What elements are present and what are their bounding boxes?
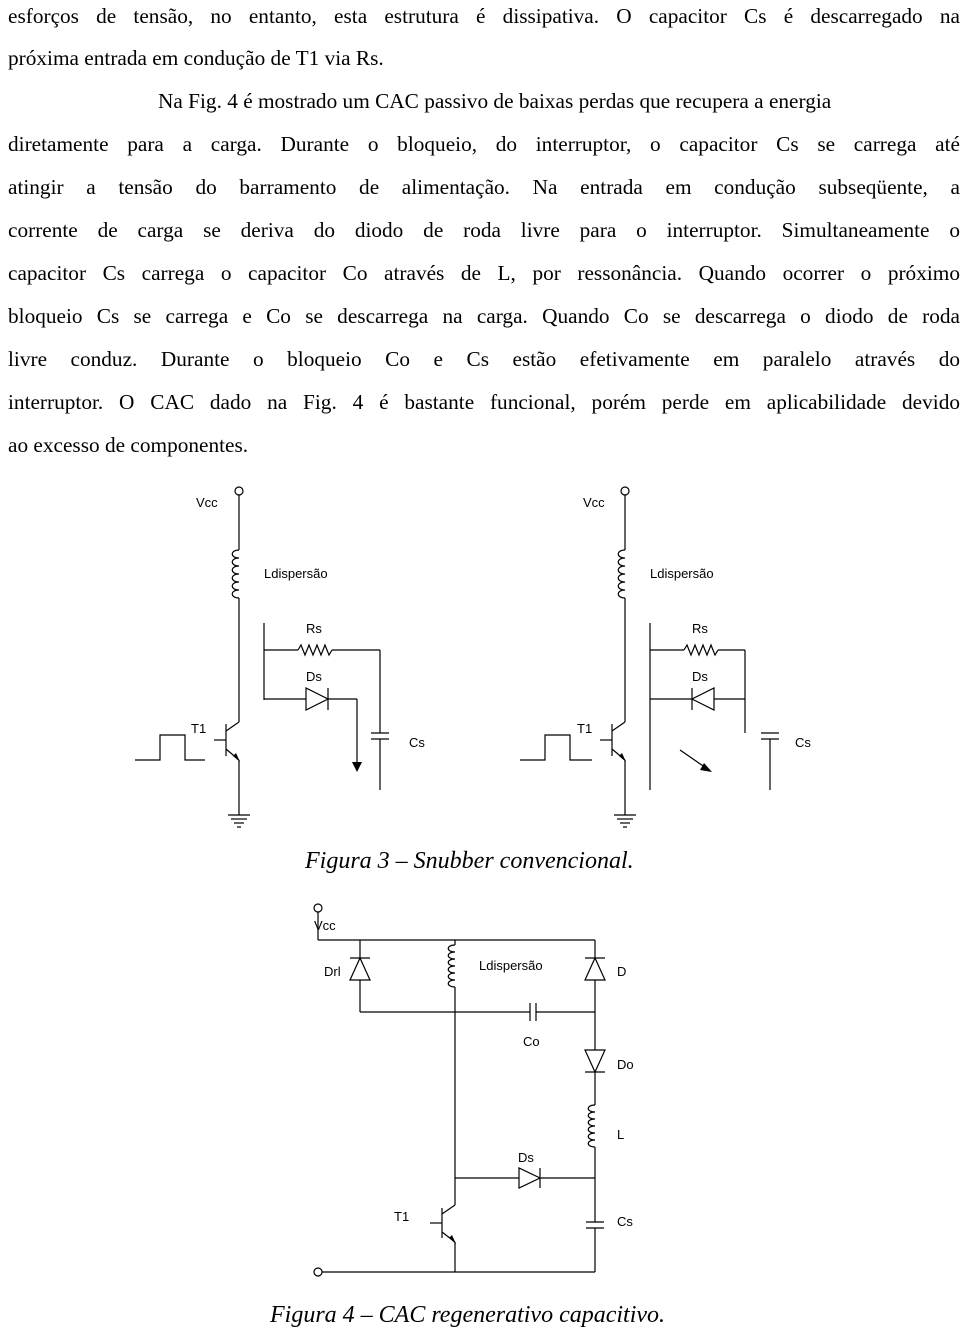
resistor-icon (298, 645, 332, 655)
inductor-label: Ldispersão (650, 566, 714, 581)
do-label: Do (617, 1057, 634, 1072)
ds-label: Ds (518, 1150, 534, 1165)
text-line: capacitor Cs carrega o capacitor Co através de L, por ressonância. Quando ocorrer o próximo (8, 261, 960, 285)
capacitor-label: Cs (409, 735, 425, 750)
ground-terminal (314, 1268, 322, 1276)
inductor-icon (618, 550, 625, 598)
transistor-icon (430, 1205, 456, 1244)
drl-label: Drl (324, 964, 341, 979)
diode-icon (692, 688, 714, 710)
figure-3-left-circuit (135, 487, 425, 827)
resistor-icon (684, 645, 718, 655)
transistor-icon (600, 722, 626, 762)
resistor-label: Rs (692, 621, 708, 636)
figure-3-caption: Figura 3 – Snubber convencional. (305, 848, 634, 874)
inductor-icon (448, 945, 455, 987)
figure-3-right-circuit (520, 487, 811, 827)
vcc-terminal (314, 904, 322, 912)
diode-icon (350, 958, 370, 980)
diode-label: Ds (692, 669, 708, 684)
text-line: bloqueio Cs se carrega e Co se descarrega na carga. Quando Co se descarrega o diodo de roda (8, 304, 960, 328)
capacitor-label: Cs (795, 735, 811, 750)
diode-label: Ds (306, 669, 322, 684)
text-line: interruptor. O CAC dado na Fig. 4 é bastante funcional, porém perde em aplicabilidade devido (8, 390, 960, 414)
inductor-label: Ldispersão (479, 958, 543, 973)
d-label: D (617, 964, 627, 979)
diode-icon (585, 958, 605, 980)
vcc-terminal (235, 487, 243, 495)
transistor-label: T1 (191, 721, 207, 736)
capacitor-icon (371, 733, 389, 739)
vcc-label: Vcc (583, 495, 605, 510)
ground-icon (228, 815, 250, 827)
inductor-icon (232, 550, 239, 598)
capacitor-icon (586, 1222, 604, 1228)
inductor-label: Ldispersão (264, 566, 328, 581)
diode-icon (519, 1168, 540, 1188)
figure-4-caption: Figura 4 – CAC regenerativo capacitivo. (270, 1302, 666, 1328)
co-label: Co (523, 1034, 540, 1049)
transistor-label: T1 (394, 1209, 410, 1224)
text-line: Na Fig. 4 é mostrado um CAC passivo de baixas perdas que recupera a energia (158, 89, 832, 113)
text-line: livre conduz. Durante o bloqueio Co e Cs estão efetivamente em paralelo através do (8, 347, 960, 371)
transistor-icon (214, 722, 240, 762)
resistor-label: Rs (306, 621, 322, 636)
inductor-icon (588, 1105, 595, 1147)
text-line: ao excesso de componentes. (8, 433, 249, 457)
text-line: esforços de tensão, no entanto, esta estrutura é dissipativa. O capacitor Cs é descarregado na (8, 4, 960, 28)
capacitor-label: Cs (617, 1214, 633, 1229)
diode-icon (306, 688, 328, 710)
vcc-label: Vcc (314, 918, 336, 933)
text-line: diretamente para a carga. Durante o bloqueio, do interruptor, o capacitor Cs se carrega até (8, 132, 960, 156)
transistor-label: T1 (577, 721, 593, 736)
ground-icon (614, 815, 636, 827)
capacitor-icon (530, 1003, 536, 1021)
text-line: atingir a tensão do barramento de alimentação. Na entrada em condução subseqüente, a (8, 175, 960, 199)
text-line: próxima entrada em condução de T1 via Rs. (8, 46, 384, 70)
figure-4-diagram (314, 904, 634, 1276)
vcc-terminal (621, 487, 629, 495)
vcc-label: Vcc (196, 495, 218, 510)
capacitor-icon (761, 733, 779, 739)
text-line: corrente de carga se deriva do diodo de roda livre para o interruptor. Simultaneamente o (8, 218, 960, 242)
l-label: L (617, 1127, 625, 1142)
diode-icon (585, 1050, 605, 1072)
